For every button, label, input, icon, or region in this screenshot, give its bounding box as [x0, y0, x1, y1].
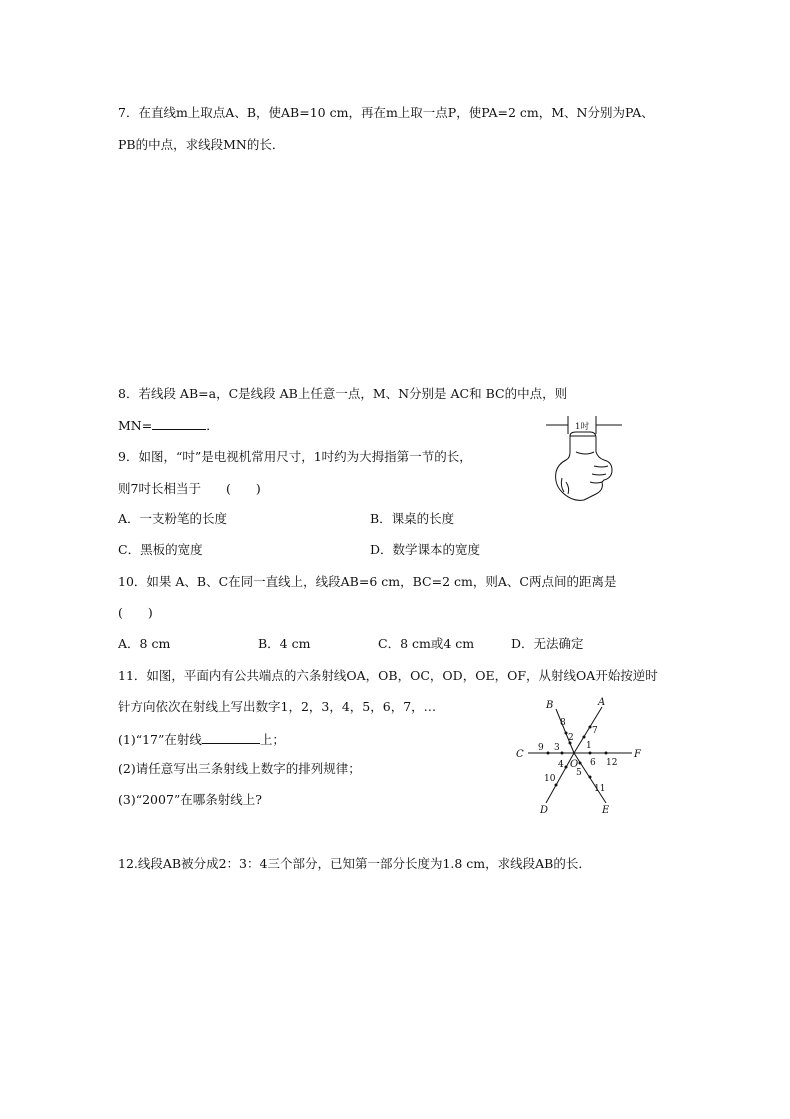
- q8-answer-blank[interactable]: [152, 416, 206, 430]
- q11-sub1-suffix: 上；: [259, 732, 285, 747]
- num-10: 10: [544, 774, 556, 784]
- q11-text-line-1: 11．如图，平面内有公共端点的六条射线OA，OB，OC，OD，OE，OF，从射线OA开始按逆时: [118, 668, 658, 683]
- q11-sub1: [118, 730, 285, 749]
- q10-text-line-2: ( ): [118, 605, 153, 620]
- q9-text-line-1: 9．如图，“吋”是电视机常用尺寸，1吋约为大拇指第一节的长，: [118, 449, 472, 464]
- q11-answer-blank[interactable]: [202, 730, 260, 744]
- label-f: F: [634, 749, 641, 760]
- q9-option-d[interactable]: D．数学课本的宽度: [370, 542, 481, 557]
- q7-text-line-1: 7．在直线m上取点A、B，使AB=10 cm，再在m上取一点P，使PA=2 cm，M、N分别为PA、: [118, 105, 654, 120]
- q11-text-line-2: 针方向依次在射线上写出数字1，2，3，4，5，6，7，…: [118, 699, 437, 714]
- label-e: E: [602, 805, 610, 816]
- q12-text-line-1: 12.线段AB被分成2：3：4三个部分，已知第一部分长度为1.8 cm，求线段AB的长．: [118, 856, 591, 871]
- q8-mn-prefix: MN=: [118, 418, 153, 433]
- num-6: 6: [590, 758, 596, 768]
- num-4: 4: [558, 760, 564, 770]
- q10-option-c[interactable]: C．8 cm或4 cm: [378, 636, 475, 651]
- q9-option-b[interactable]: B．课桌的长度: [370, 511, 455, 526]
- label-o: O: [570, 759, 579, 770]
- num-3: 3: [554, 743, 560, 753]
- q7-text-line-2: PB的中点，求线段MN的长．: [118, 137, 285, 152]
- num-8: 8: [560, 718, 566, 728]
- q8-period: ．: [206, 418, 219, 433]
- q10-option-d[interactable]: D．无法确定: [511, 636, 584, 651]
- num-7: 7: [592, 726, 598, 736]
- label-d: D: [540, 805, 549, 816]
- label-a: A: [598, 697, 606, 708]
- num-11: 11: [594, 784, 606, 794]
- inch-label: 1吋: [575, 422, 589, 432]
- q10-option-a[interactable]: A．8 cm: [118, 636, 171, 651]
- q10-text-line-1: 10．如果 A、B、C在同一直线上，线段AB=6 cm，BC=2 cm，则A、C两点间的距离是: [118, 574, 617, 589]
- label-b: B: [546, 700, 554, 711]
- q9-option-c[interactable]: C．黑板的宽度: [118, 542, 203, 557]
- q11-sub2: (2)请任意写出三条射线上数字的排列规律；: [118, 761, 361, 776]
- thumb-inch-figure: [546, 408, 626, 504]
- thumb-hand-icon: [556, 432, 612, 500]
- num-9: 9: [538, 743, 544, 753]
- q11-sub3: (3)“2007”在哪条射线上?: [118, 792, 263, 807]
- num-12: 12: [606, 758, 618, 768]
- q10-option-b[interactable]: B．4 cm: [258, 636, 311, 651]
- q9-option-a[interactable]: A．一支粉笔的长度: [118, 511, 228, 526]
- num-5: 5: [576, 768, 582, 778]
- label-c: C: [516, 749, 524, 760]
- q9-text-line-2: 则7吋长相当于 ( ): [118, 481, 261, 496]
- six-rays-figure: [510, 695, 650, 820]
- q8-text-line-1: 8．若线段 AB=a，C是线段 AB上任意一点，M、N分别是 AC和 BC的中点，则: [118, 386, 568, 401]
- num-1: 1: [586, 741, 592, 751]
- q11-sub1-prefix: (1)“17”在射线: [118, 732, 202, 747]
- num-2: 2: [568, 733, 574, 743]
- q8-text-line-2: [118, 416, 219, 435]
